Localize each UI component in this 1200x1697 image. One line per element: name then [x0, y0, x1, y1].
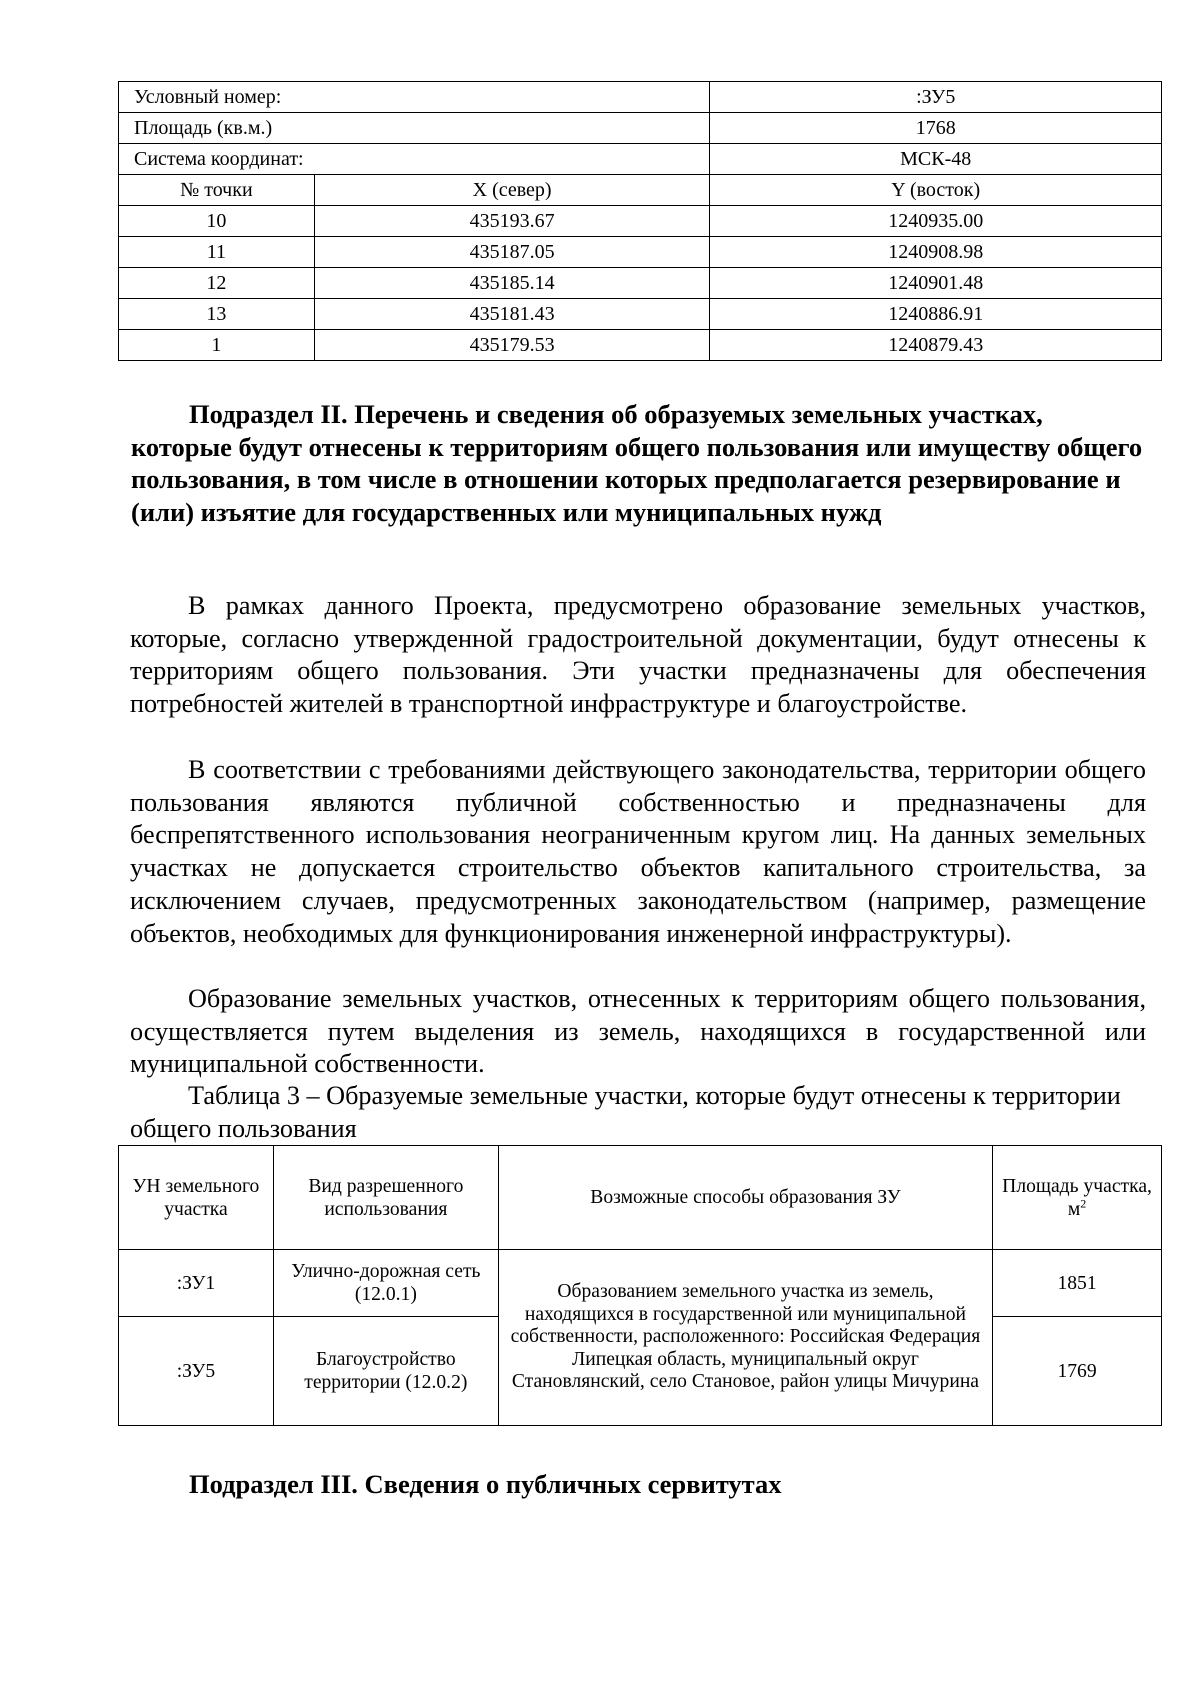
permitted-use: Улично-дорожная сеть (12.0.1): [273, 1250, 498, 1317]
point-number: 11: [119, 237, 315, 268]
plot-area: 1851: [993, 1250, 1162, 1317]
x-coordinate: 435193.67: [314, 206, 710, 237]
x-coordinate: 435185.14: [314, 268, 710, 299]
coord-system-value: МСК-48: [710, 144, 1162, 175]
point-number: 13: [119, 299, 315, 330]
subsection-3-heading: Подраздел III. Сведения о публичных сервитутах: [189, 1469, 782, 1499]
conditional-number-label: Условный номер:: [119, 82, 710, 113]
coord-system-label: Система координат:: [119, 144, 710, 175]
area-header-text: Площадь участка, м: [1002, 1175, 1152, 1220]
table-row: [119, 113, 1162, 144]
coordinates-table: [118, 81, 1162, 361]
plot-area: 1769: [993, 1317, 1162, 1426]
table-row: [119, 268, 1162, 299]
body-paragraph: Образование земельных участков, отнесенных к территориям общего пользования, осуществляется путем выделения из земель, находящихся в государственной или муниципальной собственности.: [130, 984, 1146, 1079]
area-unit-superscript: 2: [1080, 1195, 1087, 1210]
column-header: Y (восток): [710, 175, 1162, 206]
land-plots-table: [118, 1145, 1162, 1426]
table-row: [119, 299, 1162, 330]
table-header-row: [119, 1146, 1162, 1250]
column-header-method: Возможные способы образования ЗУ: [498, 1146, 992, 1250]
table-caption: Таблица 3 – Образуемые земельные участки, которые будут отнесены к территории общего пользования: [130, 1081, 1121, 1143]
formation-method: Образованием земельного участка из земель, находящихся в государственной или муниципальной собственности, расположенного: Российская Федерация Липецкая область, муниципальный округ Становлянский, село Становое, район улицы Мичурина: [498, 1250, 992, 1426]
table-header-row: [119, 175, 1162, 206]
column-header-area: [993, 1146, 1162, 1250]
body-paragraph: В рамках данного Проекта, предусмотрено образование земельных участков, которые, согласно утвержденной градостроительной документации, будут отнесены к территориям общего пользования. Эти участки предназначены для обеспечения потребностей жителей в транспортной инфраструктуре и благоустройстве.: [130, 591, 1146, 719]
conditional-number-value: :ЗУ5: [710, 82, 1162, 113]
column-header: X (север): [314, 175, 710, 206]
table-row: [119, 330, 1162, 361]
point-number: 10: [119, 206, 315, 237]
column-header: № точки: [119, 175, 315, 206]
y-coordinate: 1240879.43: [710, 330, 1162, 361]
y-coordinate: 1240901.48: [710, 268, 1162, 299]
table-row: [119, 237, 1162, 268]
plot-number: :ЗУ5: [119, 1317, 274, 1426]
point-number: 1: [119, 330, 315, 361]
plot-number: :ЗУ1: [119, 1250, 274, 1317]
table-row: [119, 1250, 1162, 1317]
table-row: [119, 82, 1162, 113]
area-label: Площадь (кв.м.): [119, 113, 710, 144]
column-header-use: Вид разрешенного использования: [273, 1146, 498, 1250]
permitted-use: Благоустройство территории (12.0.2): [273, 1317, 498, 1426]
x-coordinate: 435179.53: [314, 330, 710, 361]
area-value: 1768: [710, 113, 1162, 144]
point-number: 12: [119, 268, 315, 299]
table-row: [119, 206, 1162, 237]
y-coordinate: 1240935.00: [710, 206, 1162, 237]
x-coordinate: 435181.43: [314, 299, 710, 330]
table-row: [119, 144, 1162, 175]
body-paragraph: В соответствии с требованиями действующего законодательства, территории общего пользования являются публичной собственностью и предназначены для беспрепятственного использования неограниченным кругом лиц. На данных земельных участках не допускается строительство объектов капитального строительства, за исключением случаев, предусмотренных законодательством (например, размещение объектов, необходимых для функционирования инженерной инфраструктуры).: [130, 755, 1146, 948]
y-coordinate: 1240886.91: [710, 299, 1162, 330]
subsection-2-heading: Подраздел II. Перечень и сведения об образуемых земельных участках, которые будут отнесены к территориям общего пользования или имуществу общего пользования, в том числе в отношении которых предполагается резервирование и (или) изъятие для государственных или муниципальных нужд: [131, 399, 1143, 527]
column-header-un: УН земельного участка: [119, 1146, 274, 1250]
x-coordinate: 435187.05: [314, 237, 710, 268]
y-coordinate: 1240908.98: [710, 237, 1162, 268]
